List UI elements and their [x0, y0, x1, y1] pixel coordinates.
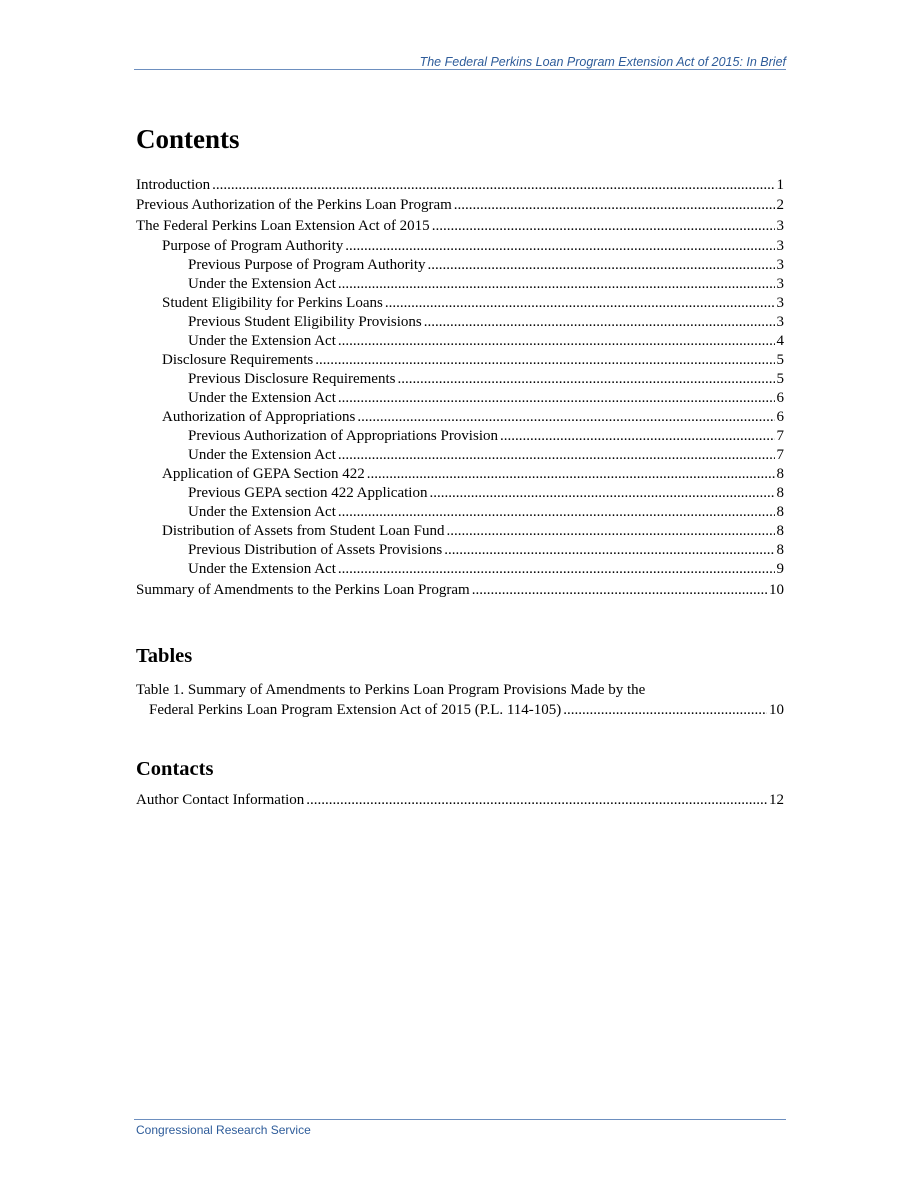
- toc-entry-previous-disclosure[interactable]: [136, 370, 784, 389]
- toc-entry-title: Under the Extension Act: [188, 390, 336, 407]
- toc-entry-under-extension-act-distribution[interactable]: [136, 560, 784, 579]
- dot-leader: [424, 313, 775, 332]
- contents-list: [136, 174, 784, 602]
- toc-entry-title: Previous Student Eligibility Provisions: [188, 314, 422, 331]
- toc-entry-title: Under the Extension Act: [188, 333, 336, 350]
- dot-leader: [444, 541, 774, 560]
- toc-entry-purpose-of-program-authority[interactable]: [136, 237, 784, 256]
- dot-leader: [212, 176, 774, 195]
- toc-entry-under-extension-act-disclosure[interactable]: [136, 389, 784, 408]
- table-entry-page: 10: [769, 702, 784, 718]
- toc-entry-previous-gepa[interactable]: [136, 484, 784, 503]
- table-entry-line2: [136, 700, 784, 720]
- toc-entry-title: Under the Extension Act: [188, 504, 336, 521]
- toc-entry-page: 3: [776, 314, 784, 331]
- dot-leader: [338, 332, 775, 351]
- toc-entry-authorization-of-appropriations[interactable]: [136, 408, 784, 427]
- toc-entry-page: 7: [776, 428, 784, 445]
- toc-entry-title: Author Contact Information: [136, 792, 305, 808]
- toc-entry-previous-appropriations[interactable]: [136, 427, 784, 446]
- toc-entry-title: Under the Extension Act: [188, 276, 336, 293]
- dot-leader: [345, 237, 774, 256]
- toc-entry-title: Previous Distribution of Assets Provisions: [188, 542, 443, 559]
- toc-entry-under-extension-act-appropriations[interactable]: [136, 446, 784, 465]
- dot-leader: [338, 275, 775, 294]
- toc-entry-author-contact[interactable]: [136, 791, 784, 810]
- dot-leader: [315, 351, 774, 370]
- toc-entry-student-eligibility[interactable]: [136, 294, 784, 313]
- dot-leader: [357, 408, 774, 427]
- toc-entry-disclosure-requirements[interactable]: [136, 351, 784, 370]
- toc-entry-extension-act[interactable]: [136, 217, 784, 236]
- dot-leader: [563, 700, 767, 720]
- toc-entry-title: Disclosure Requirements: [162, 352, 314, 369]
- toc-entry-title: Distribution of Assets from Student Loan Fund: [162, 523, 445, 540]
- running-header: The Federal Perkins Loan Program Extension Act of 2015: In Brief: [419, 55, 786, 69]
- contents-heading: Contents: [136, 124, 240, 154]
- toc-entry-page: 8: [776, 523, 784, 540]
- tables-heading: Tables: [136, 645, 193, 667]
- toc-entry-title: Application of GEPA Section 422: [162, 466, 365, 483]
- toc-entry-title: Purpose of Program Authority: [162, 238, 344, 255]
- toc-entry-page: 1: [776, 176, 784, 193]
- dot-leader: [397, 370, 774, 389]
- toc-entry-title: Previous Purpose of Program Authority: [188, 257, 426, 274]
- dot-leader: [338, 389, 775, 408]
- toc-entry-page: 10: [769, 581, 784, 598]
- running-footer: Congressional Research Service: [136, 1123, 311, 1137]
- toc-entry-title: Previous GEPA section 422 Application: [188, 485, 428, 502]
- toc-entry-title: Previous Authorization of the Perkins Loan Program: [136, 197, 452, 214]
- dot-leader: [454, 196, 775, 215]
- toc-entry-title: Previous Authorization of Appropriations Provision: [188, 428, 498, 445]
- dot-leader: [367, 465, 775, 484]
- dot-leader: [428, 256, 775, 275]
- toc-entry-summary-of-amendments[interactable]: [136, 581, 784, 600]
- footer-rule: [134, 1119, 786, 1120]
- toc-entry-title: Summary of Amendments to the Perkins Loan Program: [136, 581, 470, 598]
- table-entry-title-line2: Federal Perkins Loan Program Extension Act of 2015 (P.L. 114-105): [149, 702, 562, 718]
- toc-entry-page: 2: [776, 197, 784, 214]
- toc-entry-title: Authorization of Appropriations: [162, 409, 356, 426]
- toc-entry-previous-student-eligibility[interactable]: [136, 313, 784, 332]
- toc-entry-under-extension-act-eligibility[interactable]: [136, 332, 784, 351]
- toc-entry-page: 8: [776, 466, 784, 483]
- toc-entry-title: Under the Extension Act: [188, 447, 336, 464]
- header-rule: [134, 69, 786, 70]
- toc-entry-table-1[interactable]: [136, 680, 784, 720]
- dot-leader: [500, 427, 775, 446]
- dot-leader: [385, 294, 775, 313]
- toc-entry-under-extension-act-purpose[interactable]: [136, 275, 784, 294]
- toc-entry-page: 8: [776, 485, 784, 502]
- toc-entry-title: Under the Extension Act: [188, 561, 336, 578]
- dot-leader: [338, 560, 775, 579]
- toc-entry-previous-purpose[interactable]: [136, 256, 784, 275]
- toc-entry-page: 12: [769, 792, 784, 808]
- toc-entry-page: 3: [776, 217, 784, 234]
- toc-entry-page: 3: [776, 238, 784, 255]
- toc-entry-page: 5: [776, 371, 784, 388]
- table-entry-title-line1: Table 1. Summary of Amendments to Perkins Loan Program Provisions Made by the: [136, 682, 646, 698]
- dot-leader: [472, 581, 767, 600]
- contacts-list: [136, 791, 784, 810]
- toc-entry-title: The Federal Perkins Loan Extension Act of 2015: [136, 217, 430, 234]
- dot-leader: [429, 484, 774, 503]
- toc-entry-under-extension-act-gepa[interactable]: [136, 503, 784, 522]
- dot-leader: [338, 446, 775, 465]
- toc-entry-gepa-section-422[interactable]: [136, 465, 784, 484]
- toc-entry-page: 8: [776, 504, 784, 521]
- toc-entry-page: 3: [776, 295, 784, 312]
- toc-entry-page: 6: [776, 390, 784, 407]
- toc-entry-page: 3: [776, 257, 784, 274]
- toc-entry-page: 5: [776, 352, 784, 369]
- toc-entry-previous-distribution[interactable]: [136, 541, 784, 560]
- contacts-heading: Contacts: [136, 758, 214, 780]
- toc-entry-page: 9: [776, 561, 784, 578]
- toc-entry-page: 3: [776, 276, 784, 293]
- dot-leader: [432, 217, 775, 236]
- dot-leader: [338, 503, 775, 522]
- toc-entry-page: 6: [776, 409, 784, 426]
- toc-entry-title: Previous Disclosure Requirements: [188, 371, 396, 388]
- toc-entry-page: 8: [776, 542, 784, 559]
- toc-entry-distribution-of-assets[interactable]: [136, 522, 784, 541]
- dot-leader: [447, 522, 775, 541]
- toc-entry-page: 7: [776, 447, 784, 464]
- toc-entry-page: 4: [776, 333, 784, 350]
- toc-entry-previous-authorization[interactable]: [136, 196, 784, 215]
- dot-leader: [306, 791, 767, 810]
- toc-entry-title: Introduction: [136, 176, 211, 193]
- toc-entry-introduction[interactable]: [136, 176, 784, 195]
- toc-entry-title: Student Eligibility for Perkins Loans: [162, 295, 383, 312]
